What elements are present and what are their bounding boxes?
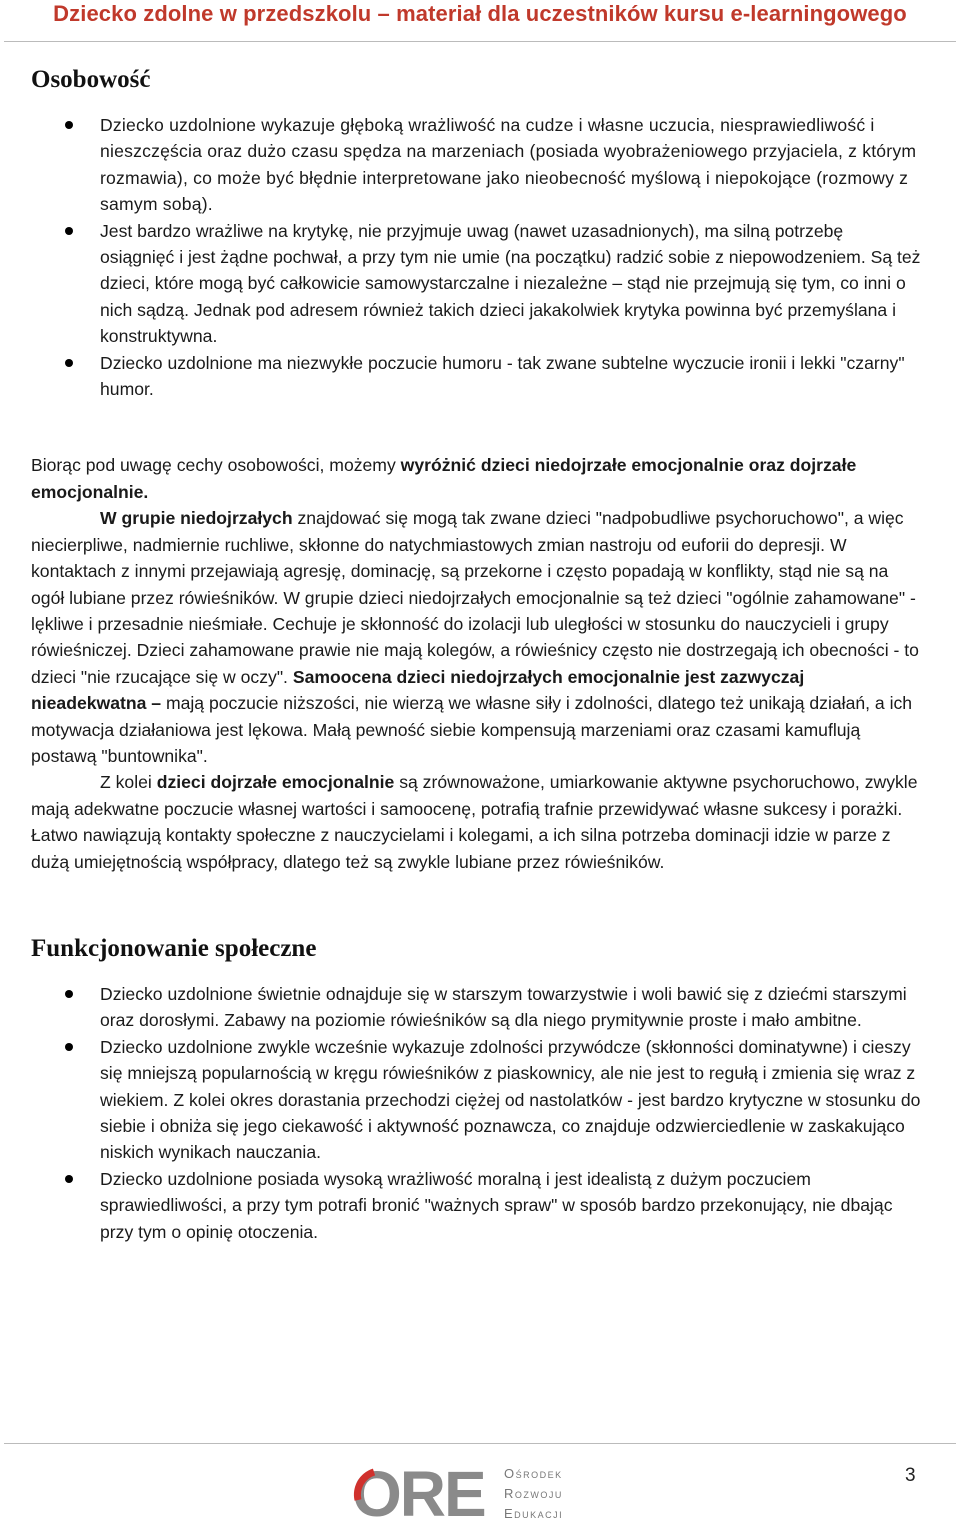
- paragraph-mature: Z kolei dzieci dojrzałe emocjonalnie są zrównoważone, umiarkowanie aktywne psychoruchowo, zwykle mają adekwatne poczucie własnej wartości i samoocenę, potrafią trafnie przewidywać własne sukcesy i porażki. Łatwo nawiązują kontakty społeczne z nauczycielami i kolegami, a ich silna potrzeba dominacji idzie w parze z dużą umiejętnością współpracy, dlatego też są zwykle lubiane przez rówieśników.: [31, 772, 918, 872]
- document-body: [31, 62, 921, 1245]
- list-item: Dziecko uzdolnione posiada wysoką wrażliwość moralną i jest idealistą z dużym poczuciem sprawiedliwości, a przy tym potrafi bronić "ważnych spraw" w sposób bardzo przekonujący, nie dbając przy tym o opinię otoczenia.: [31, 1166, 921, 1245]
- list-item: Dziecko uzdolnione ma niezwykłe poczucie humoru - tak zwane subtelne wyczucie ironii i lekki "czarny" humor.: [31, 350, 921, 403]
- ore-logo: [352, 1460, 572, 1522]
- section-heading-social: Funkcjonowanie społeczne: [31, 934, 317, 962]
- bullet-icon: [65, 227, 73, 235]
- logo-caption: Ośrodek Rozwoju Edukacji: [504, 1466, 564, 1521]
- list-item: Jest bardzo wrażliwe na krytykę, nie przyjmuje uwag (nawet uzasadnionych), ma silną potrzebę osiągnięć i jest żądne pochwał, a przy tym nie umie (na początku) radzić sobie z niepowodzeniem. Są też dzieci, które mogą być całkowicie samowystarczalne i niezależne – stąd nie przejmują się tym, co inni o nich sądzą. Jednak pod adresem również takich dzieci jakakolwiek krytyka powinna być przemyślana i konstruktywna.: [31, 218, 921, 350]
- personality-list: [31, 112, 921, 402]
- section-heading-personality: Osobowość: [31, 66, 151, 93]
- bullet-icon: [65, 359, 73, 367]
- page-header: [0, 0, 960, 40]
- paragraph-immature: W grupie niedojrzałych znajdować się mogą tak zwane dzieci "nadpobudliwe psychoruchowo", a więc niecierpliwe, nadmiernie ruchliwe, skłonne do natychmiastowych zmian nastroju od euforii do depresji. W kontaktach z innymi przejawiają agresję, dominację, są przekorne i często popadają w konflikty, stąd nie są na ogół lubiane przez rówieśników. W grupie dzieci niedojrzałych emocjonalnie są też dzieci "ogólnie zahamowane" -lękliwe i przesadnie nieśmiałe. Cechuje je skłonność do izolacji lub uległości w stosunku do nauczycieli i grupy rówieśniczej. Dzieci zahamowane prawie nie mają kolegów, a rówieśnicy często nie dostrzegają ich obecności - to dzieci "nie rzucające się w oczy". Samoocena dzieci niedojrzałych emocjonalnie jest zazwyczaj nieadekwatna – mają poczucie niższości, nie wierzą we własne siły i zdolności, dlatego też unikają działań, a ich motywacja działaniowa jest lękowa. Małą pewność siebie kompensują marzeniami oraz czasami kamuflują postawą "buntownika".: [31, 508, 919, 766]
- footer-divider: [4, 1443, 956, 1444]
- header-title: Dziecko zdolne w przedszkolu – materiał dla uczestników kursu e-learningowego: [53, 1, 907, 26]
- list-item: Dziecko uzdolnione zwykle wcześnie wykazuje zdolności przywódcze (skłonności dominatywne) i cieszy się mniejszą popularnością w kręgu rówieśników z piaskownicy, ale nie jest to regułą i zmienia się wraz z wiekiem. Z kolei okres dorastania przechodzi ciężej od nastolatków - jest bardzo krytyczne w stosunku do siebie i obniża się jego ciekawość i aktywność poznawcza, co znajduje odzwierciedlenie w zaskakująco niskich wynikach nauczania.: [31, 1034, 921, 1166]
- list-item: Dziecko uzdolnione wykazuje głęboką wrażliwość na cudze i własne uczucia, niesprawiedliwość i nieszczęścia oraz dużo czasu spędza na marzeniach (posiada wyobrażeniowego przyjaciela, z którym rozmawia), co może być błędnie interpretowane jako nieobecność myślową i niepokojące (rozmowy z samym sobą).: [31, 112, 921, 218]
- list-item: Dziecko uzdolnione świetnie odnajduje się w starszym towarzystwie i woli bawić się z dziećmi starszymi oraz dorosłymi. Zabawy na poziomie rówieśników są dla niego prymitywnie proste i mało ambitne.: [31, 981, 921, 1034]
- social-list: [31, 981, 921, 1245]
- bullet-icon: [65, 1175, 73, 1183]
- bullet-icon: [65, 990, 73, 998]
- logo-letters: ORE: [352, 1460, 485, 1522]
- header-divider: [4, 41, 956, 42]
- bullet-icon: [65, 121, 73, 129]
- paragraph-intro: Biorąc pod uwagę cechy osobowości, możemy wyróżnić dzieci niedojrzałe emocjonalnie oraz dojrzałe emocjonalnie.: [31, 455, 857, 502]
- ore-logo-mark: [352, 1460, 502, 1522]
- bullet-icon: [65, 1043, 73, 1051]
- page-number: 3: [905, 1465, 916, 1486]
